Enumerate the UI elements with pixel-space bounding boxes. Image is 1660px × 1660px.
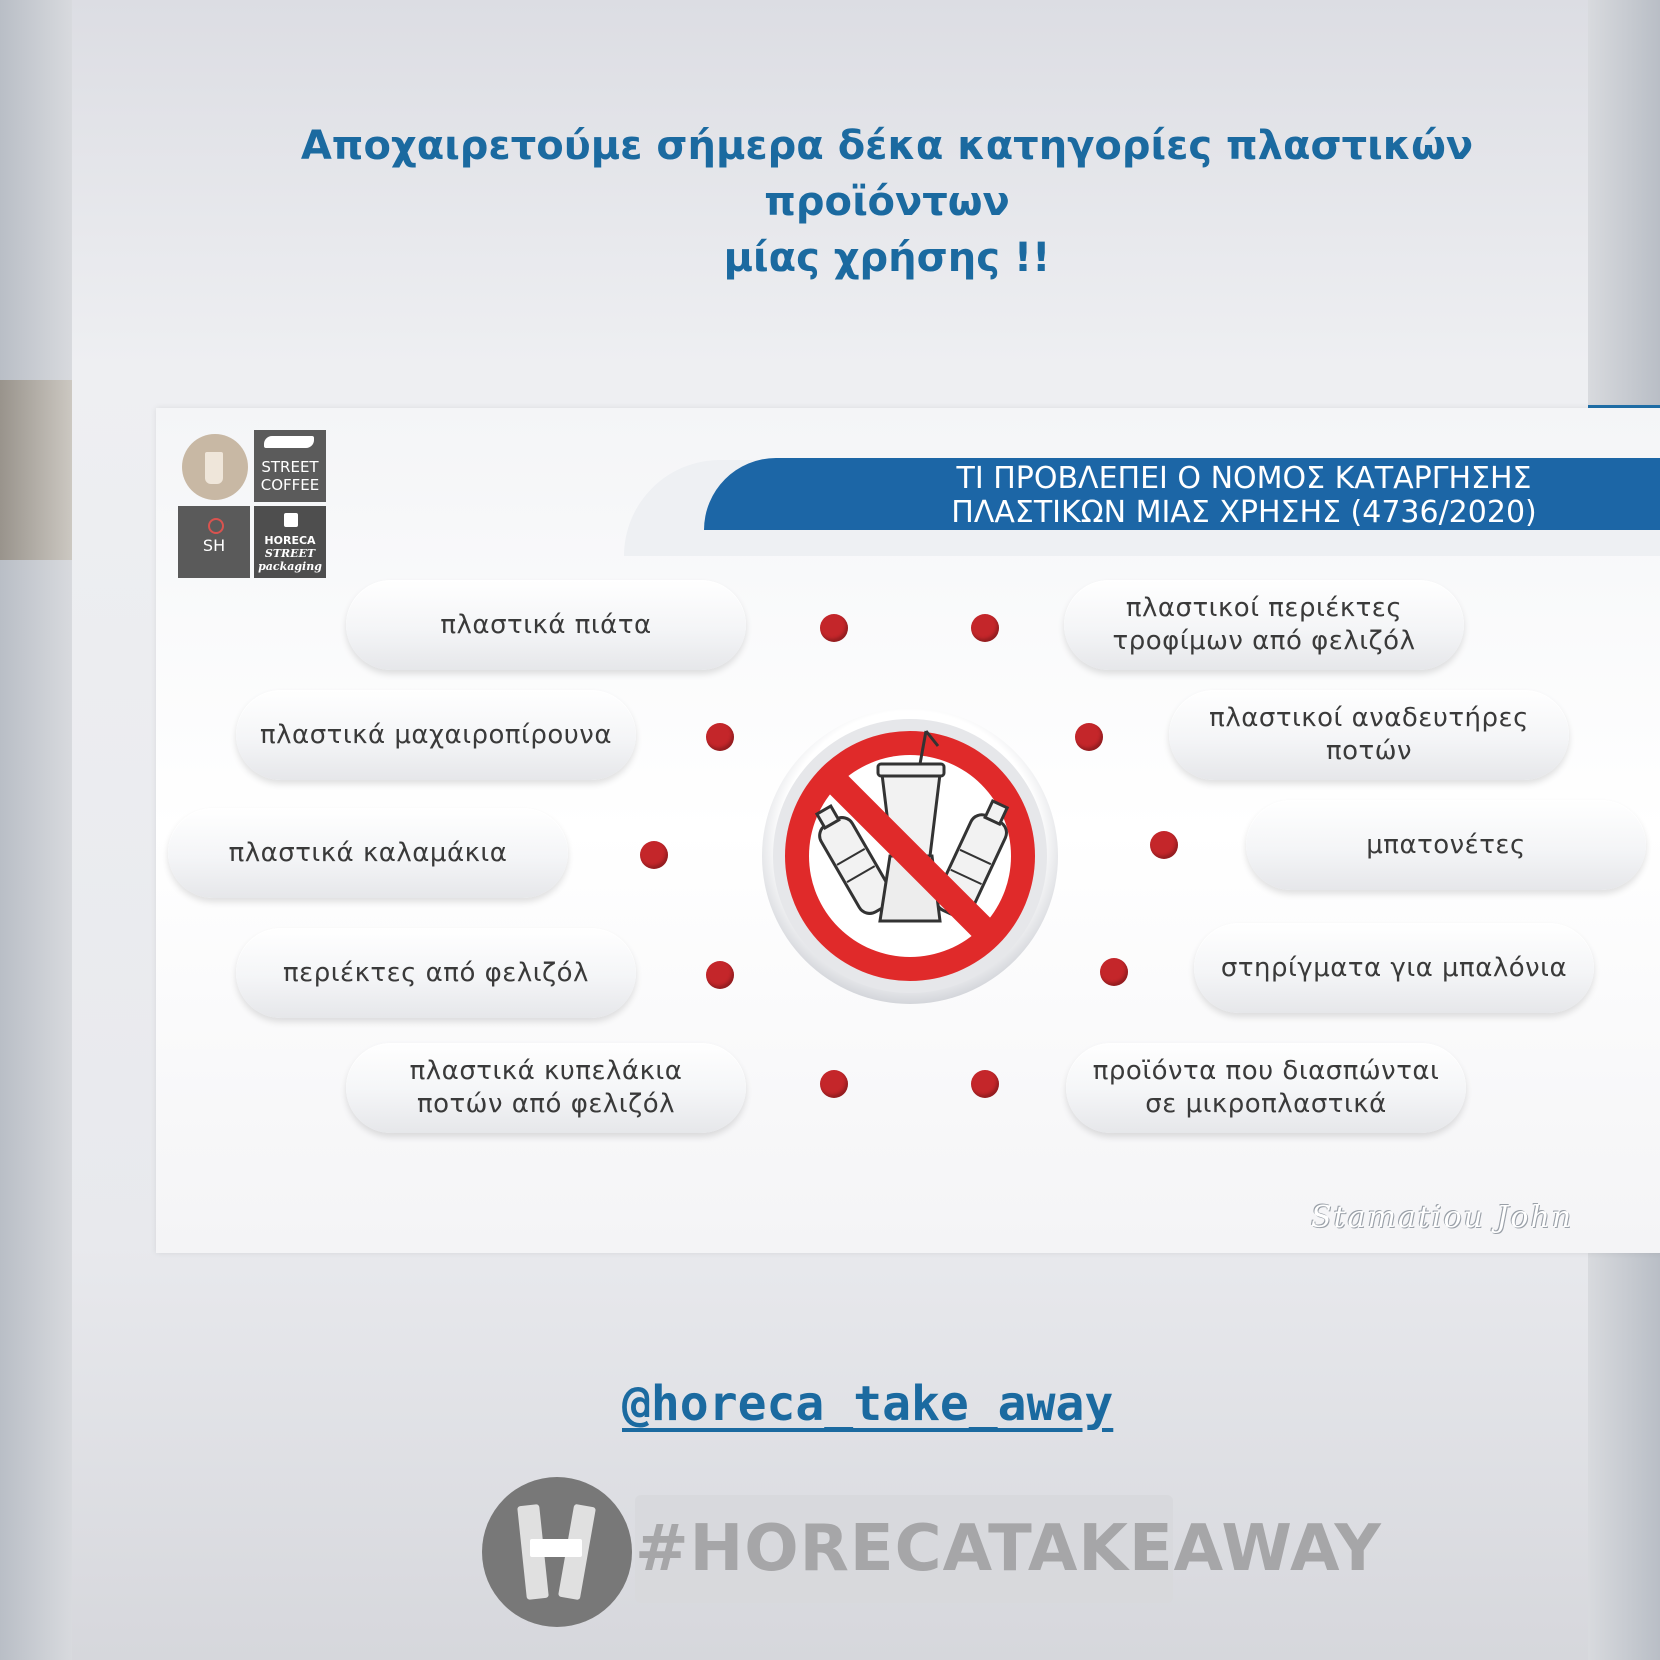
bullet-dot-left-5: [820, 1070, 848, 1098]
right-item-1: [1064, 580, 1464, 670]
street-coffee-line-1: STREET: [261, 458, 319, 476]
photographer-signature: Stamatiou John: [1311, 1200, 1574, 1235]
bullet-dot-left-1: [820, 614, 848, 642]
bullet-dot-right-5: [971, 1070, 999, 1098]
headline: [222, 118, 1552, 286]
bullet-dot-left-4: [706, 961, 734, 989]
bullet-dot-right-4: [1100, 958, 1128, 986]
left-item-5-line-2: ποτών από φελιζόλ: [416, 1089, 676, 1119]
street-coffee-logo: [254, 430, 326, 502]
bullet-dot-right-2: [1075, 723, 1103, 751]
right-item-5-line-2: σε μικροπλαστικά: [1145, 1089, 1387, 1119]
right-item-4: [1194, 923, 1594, 1013]
right-item-5-line-1: προϊόντα που διασπώνται: [1092, 1056, 1440, 1086]
right-item-4-line-1: στηρίγματα για μπαλόνια: [1220, 952, 1568, 983]
left-item-2: [236, 690, 636, 780]
right-item-1-line-2: τροφίμων από φελιζόλ: [1112, 626, 1416, 656]
cup-logo: [178, 430, 250, 502]
headline-line-1: Αποχαιρετούμε σήμερα δέκα κατηγορίες πλαστικών προϊόντων: [300, 123, 1474, 225]
right-item-2: [1169, 690, 1569, 780]
sh-logo-text: SH: [202, 536, 226, 555]
left-backdrop-accent: [0, 380, 72, 560]
right-item-1-line-1: πλαστικοί περιέκτες: [1125, 593, 1403, 623]
left-item-4: [236, 928, 636, 1018]
right-item-2-line-2: ποτών: [1325, 736, 1412, 766]
right-item-5: [1066, 1043, 1466, 1133]
instagram-handle-link[interactable]: @horeca_take_away: [622, 1376, 1114, 1432]
horeca-h-logo: [482, 1477, 632, 1627]
law-banner: [704, 458, 1660, 530]
right-item-3: [1246, 800, 1646, 890]
bullet-dot-left-2: [706, 723, 734, 751]
horeca-logo-line-1: HORECA: [264, 534, 316, 547]
sh-logo: [178, 506, 250, 578]
infographic: [156, 408, 1660, 1253]
horeca-logo-line-2: STREET: [264, 547, 316, 560]
horeca-logo-line-3: packaging: [258, 560, 322, 573]
horeca-street-packaging-logo: [254, 506, 326, 578]
hashtag-sticker: #HORECATAKEAWAY: [635, 1495, 1173, 1603]
bullet-dot-right-1: [971, 614, 999, 642]
banner-line-2: ΠΛΑΣΤΙΚΩΝ ΜΙΑΣ ΧΡΗΣΗΣ (4736/2020): [951, 495, 1537, 530]
no-plastic-icon: [760, 706, 1060, 1006]
story-canvas: [72, 0, 1588, 1660]
left-item-2-line-1: πλαστικά μαχαιροπίρουνα: [260, 719, 612, 750]
street-coffee-line-2: COFFEE: [260, 476, 320, 494]
left-item-4-line-1: περιέκτες από φελιζόλ: [283, 957, 589, 988]
bullet-dot-right-3: [1150, 831, 1178, 859]
left-item-1-line-1: πλαστικά πιάτα: [440, 609, 652, 640]
right-item-2-line-1: πλαστικοί αναδευτήρες: [1209, 703, 1529, 733]
left-item-3-line-1: πλαστικά καλαμάκια: [228, 837, 508, 868]
left-item-5: [346, 1043, 746, 1133]
left-backdrop-band: [0, 0, 72, 1660]
left-item-3: [168, 808, 568, 898]
headline-line-2: μίας χρήσης !!: [723, 235, 1051, 281]
banner-line-1: ΤΙ ΠΡΟΒΛΕΠΕΙ Ο ΝΟΜΟΣ ΚΑΤΑΡΓΗΣΗΣ: [956, 461, 1532, 496]
right-item-3-line-1: μπατονέτες: [1366, 829, 1526, 860]
left-item-5-line-1: πλαστικά κυπελάκια: [409, 1056, 683, 1086]
bullet-dot-left-3: [640, 841, 668, 869]
brand-logos: [178, 430, 328, 580]
left-item-1: [346, 580, 746, 670]
